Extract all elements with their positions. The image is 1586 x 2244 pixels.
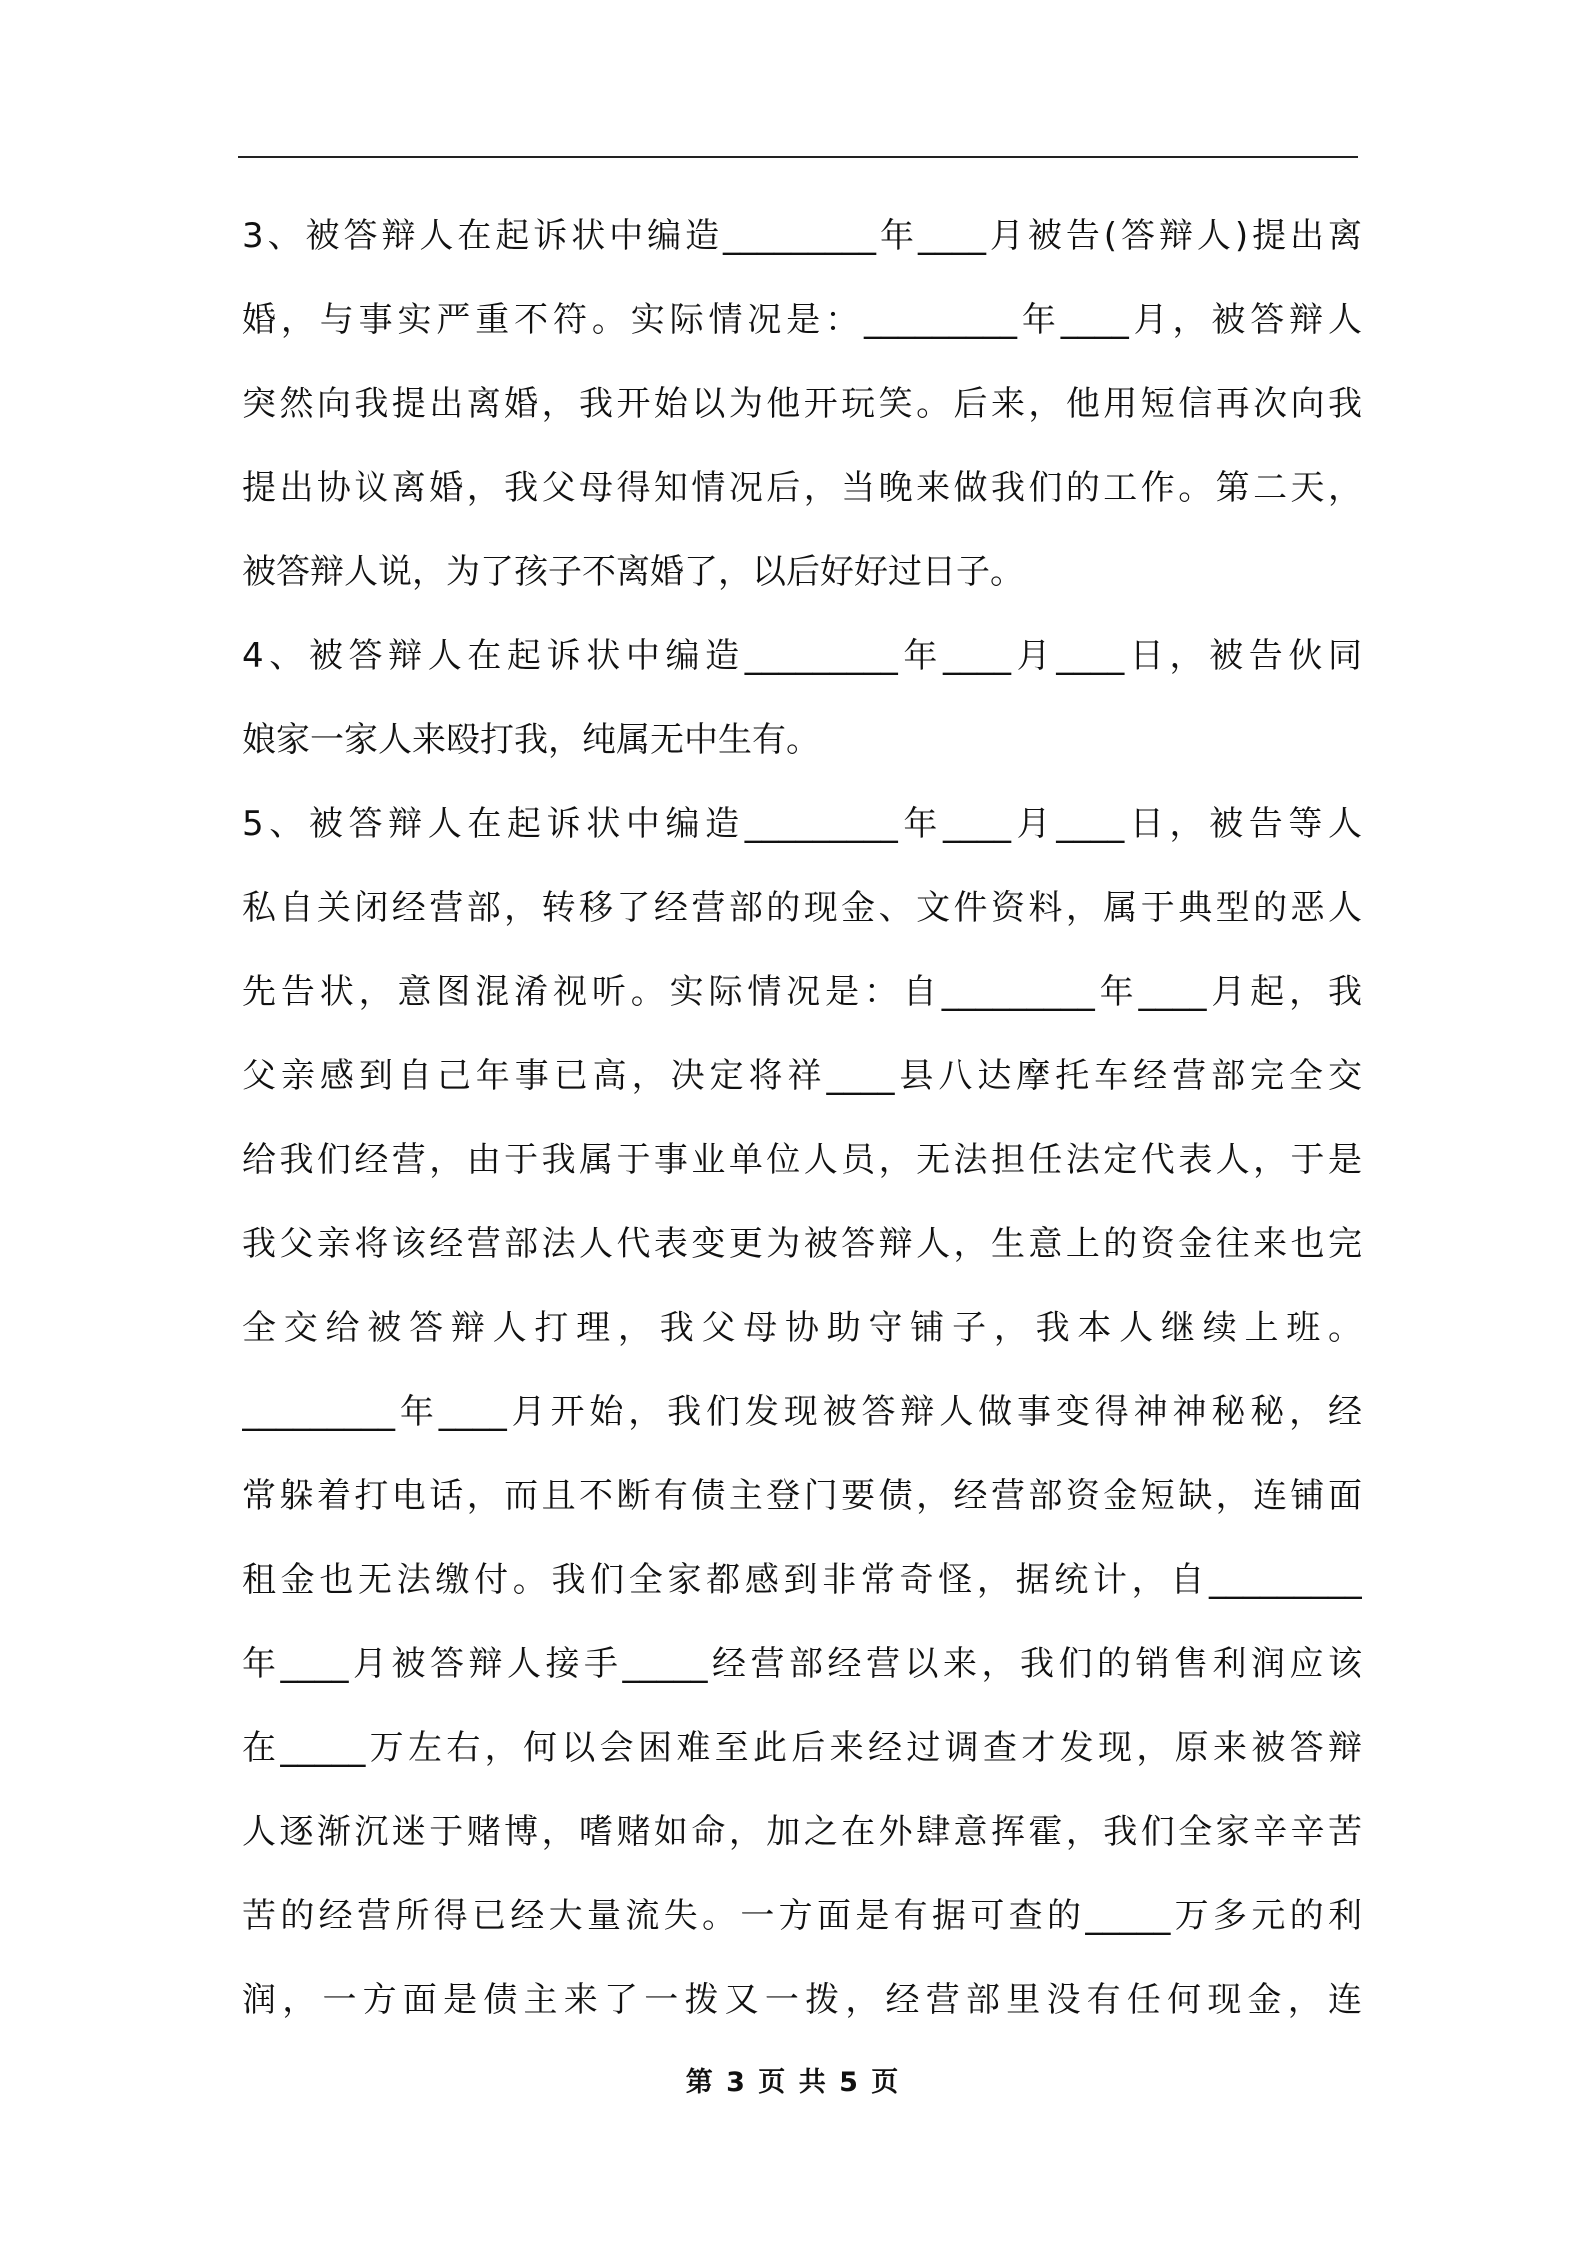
text-line: _________年____月开始，我们发现被答辩人做事变得神神秘秘，经 bbox=[242, 1392, 1362, 1432]
text-line: 父亲感到自己年事已高，决定将祥____县八达摩托车经营部完全交 bbox=[242, 1056, 1362, 1096]
text-line: 4、被答辩人在起诉状中编造_________年____月____日，被告伙同 bbox=[242, 636, 1362, 676]
body-text bbox=[242, 194, 1362, 2042]
text-line: 润，一方面是债主来了一拨又一拨，经营部里没有任何现金，连 bbox=[242, 1980, 1362, 2020]
text-line: 全交给被答辩人打理，我父母协助守铺子，我本人继续上班。 bbox=[242, 1308, 1362, 1348]
text-line: 苦的经营所得已经大量流失。一方面是有据可查的_____万多元的利 bbox=[242, 1896, 1362, 1936]
text-line: 人逐渐沉迷于赌博，嗜赌如命，加之在外肆意挥霍，我们全家辛辛苦 bbox=[242, 1812, 1362, 1852]
text-line: 被答辩人说，为了孩子不离婚了，以后好好过日子。 bbox=[242, 552, 1024, 592]
text-line: 给我们经营，由于我属于事业单位人员，无法担任法定代表人，于是 bbox=[242, 1140, 1362, 1180]
header-rule bbox=[238, 156, 1358, 158]
text-line: 5、被答辩人在起诉状中编造_________年____月____日，被告等人 bbox=[242, 804, 1362, 844]
text-line: 租金也无法缴付。我们全家都感到非常奇怪，据统计，自_________ bbox=[242, 1560, 1362, 1600]
text-line: 突然向我提出离婚，我开始以为他开玩笑。后来，他用短信再次向我 bbox=[242, 384, 1362, 424]
text-line: 年____月被答辩人接手_____经营部经营以来，我们的销售利润应该 bbox=[242, 1644, 1362, 1684]
text-line: 3、被答辩人在起诉状中编造_________年____月被告(答辩人)提出离 bbox=[242, 216, 1362, 256]
page-number-footer: 第 3 页 共 5 页 bbox=[685, 2067, 901, 2098]
text-line: 先告状，意图混淆视听。实际情况是：自_________年____月起，我 bbox=[242, 972, 1362, 1012]
text-line: 常躲着打电话，而且不断有债主登门要债，经营部资金短缺，连铺面 bbox=[242, 1476, 1362, 1516]
text-line: 提出协议离婚，我父母得知情况后，当晚来做我们的工作。第二天， bbox=[242, 468, 1362, 508]
text-line: 婚，与事实严重不符。实际情况是：_________年____月，被答辩人 bbox=[242, 300, 1362, 340]
text-line: 我父亲将该经营部法人代表变更为被答辩人，生意上的资金往来也完 bbox=[242, 1224, 1362, 1264]
text-line: 在_____万左右，何以会困难至此后来经过调查才发现，原来被答辩 bbox=[242, 1728, 1362, 1768]
text-line: 娘家一家人来殴打我，纯属无中生有。 bbox=[242, 720, 820, 760]
text-line: 私自关闭经营部，转移了经营部的现金、文件资料，属于典型的恶人 bbox=[242, 888, 1362, 928]
